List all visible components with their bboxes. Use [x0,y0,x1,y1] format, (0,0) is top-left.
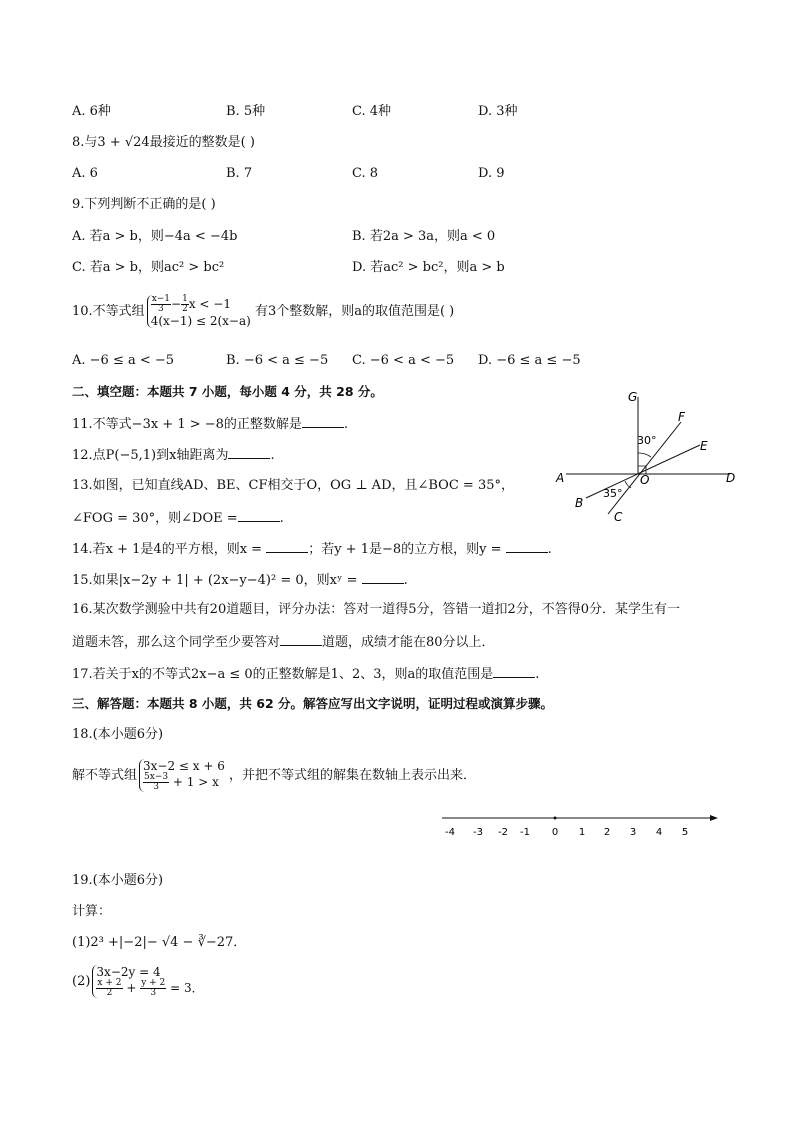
q7-option-a: A. 6种 [72,104,111,119]
q8-stem: 8.与3 + √24最接近的整数是( ) [72,135,255,150]
label-d: D [726,471,736,485]
section-3-heading: 三、解答题：本题共 8 小题，共 62 分。解答应写出文字说明，证明过程或演算步骤。 [72,696,554,711]
q13-blank[interactable] [238,507,280,522]
q13-line2: ∠FOG = 30°，则∠DOE = . [72,507,284,529]
q8-option-b: B. 7 [226,166,253,181]
number-line-tick-label: -1 [520,827,530,838]
q7-option-b: B. 5种 [226,104,266,119]
q8-option-a: A. 6 [72,166,98,181]
q18-heading: 18.(本小题6分) [72,727,164,742]
q16-blank[interactable] [280,631,322,646]
q19-heading: 19.(本小题6分) [72,873,164,888]
number-line-tick-label: 3 [629,827,637,838]
q16-line1: 16.某次数学测验中共有20道题目，评分办法：答对一道得5分，答错一道扣2分，不答得0分．某学生有一 [72,602,681,617]
angle-arc-boc [625,481,631,488]
q14-blank-x[interactable] [266,538,308,553]
number-line-tick-label: 4 [655,827,663,838]
q10-stem: 10.不等式组 $\frac{x-1}{3}$ − $\frac{1}{2}$ x < −1 4(x−1) ≤ 2(x−a) 有3个整数解，则a的取值范围是( ) [72,294,455,328]
number-line-tick-label: -3 [473,827,483,838]
number-line-tick-label: -2 [498,827,508,838]
q10-option-c: C. −6 < a < −5 [352,353,455,368]
q8-option-c: C. 8 [352,166,379,181]
q18-system: 3x−2 ≤ x + 6 $\frac{5x-3}{3}$ + 1 > x [139,759,225,792]
angle-arc-fog [638,453,651,457]
label-g: G [628,390,638,404]
number-line [438,808,728,844]
section-2-heading: 二、填空题：本题共 7 小题，每小题 4 分，共 28 分。 [72,384,383,399]
label-f: F [678,410,685,424]
q10-option-b: B. −6 < a ≤ −5 [226,353,329,368]
q11-blank[interactable] [302,413,344,428]
label-o: O [640,473,650,487]
q15-stem: 15.如果|x−2y + 1| + (2x−y−4)² = 0，则xʸ = . [72,569,408,591]
q14-blank-y[interactable] [506,538,548,553]
q7-option-c: C. 4种 [352,104,392,119]
label-c: C [614,510,623,524]
q19-part1: (1)2³ +|−2|− √4 − ∛−27． [72,935,247,950]
number-line-origin-dot [554,817,557,820]
q11-stem: 11.不等式−3x + 1 > −8的正整数解是 . [72,413,348,435]
q14-stem: 14.若x + 1是4的平方根，则x = ；若y + 1是−8的立方根，则y = . [72,538,552,560]
q8-option-d: D. 9 [478,166,505,181]
label-e: E [700,439,708,453]
q9-option-a: A. 若a > b，则−4a < −4b [72,229,238,244]
angle-label-fog: 30° [637,434,657,447]
q19-label: 计算： [72,904,112,919]
q10-option-a: A. −6 ≤ a < −5 [72,353,175,368]
q19-system: 3x−2y = 4 $\frac{x + 2}{2}$ + $\frac{y + 2}{3}$ = 3． [92,965,203,998]
q17-blank[interactable] [493,663,535,678]
angle-label-boc: 35° [603,487,623,500]
number-line-tick-label: 5 [681,827,689,838]
q15-blank[interactable] [362,569,404,584]
q12-stem: 12.点P(−5,1)到x轴距离为 . [72,444,275,466]
q17-stem: 17.若关于x的不等式2x−a ≤ 0的正整数解是1、2、3，则a的取值范围是 . [72,663,539,685]
q10-option-d: D. −6 ≤ a ≤ −5 [478,353,581,368]
q13-line1: 13.如图，已知直线AD、BE、CF相交于O，OG ⊥ AD，且∠BOC = 35°， [72,478,514,493]
q12-blank[interactable] [228,444,270,459]
geometry-figure [548,385,748,530]
number-line-tick-label: 1 [578,827,586,838]
label-b: B [575,496,584,510]
number-line-arrow [710,815,718,821]
q19-part2: (2) 3x−2y = 4 $\frac{x + 2}{2}$ + $\frac{y + 2}{3}$ = 3． [72,965,204,998]
q9-option-c: C. 若a > b，则ac² > bc² [72,260,225,275]
q7-option-d: D. 3种 [478,104,518,119]
q9-stem: 9.下列判断不正确的是( ) [72,197,216,212]
number-line-tick-label: 0 [551,827,559,838]
q9-option-d: D. 若ac² > bc²，则a > b [352,260,505,275]
q18-stem: 解不等式组 3x−2 ≤ x + 6 $\frac{5x-3}{3}$ + 1 > x ，并把不等式组的解集在数轴上表示出来． [72,759,477,792]
q16-line2: 道题未答，那么这个同学至少要答对 道题，成绩才能在80分以上． [72,631,495,653]
number-line-tick-label: -4 [445,827,455,838]
q9-option-b: B. 若2a > 3a，则a < 0 [352,229,496,244]
number-line-tick-label: 2 [603,827,611,838]
q10-system: $\frac{x-1}{3}$ − $\frac{1}{2}$ x < −1 4(x−1) ≤ 2(x−a) [147,295,251,328]
label-a: A [556,471,565,485]
